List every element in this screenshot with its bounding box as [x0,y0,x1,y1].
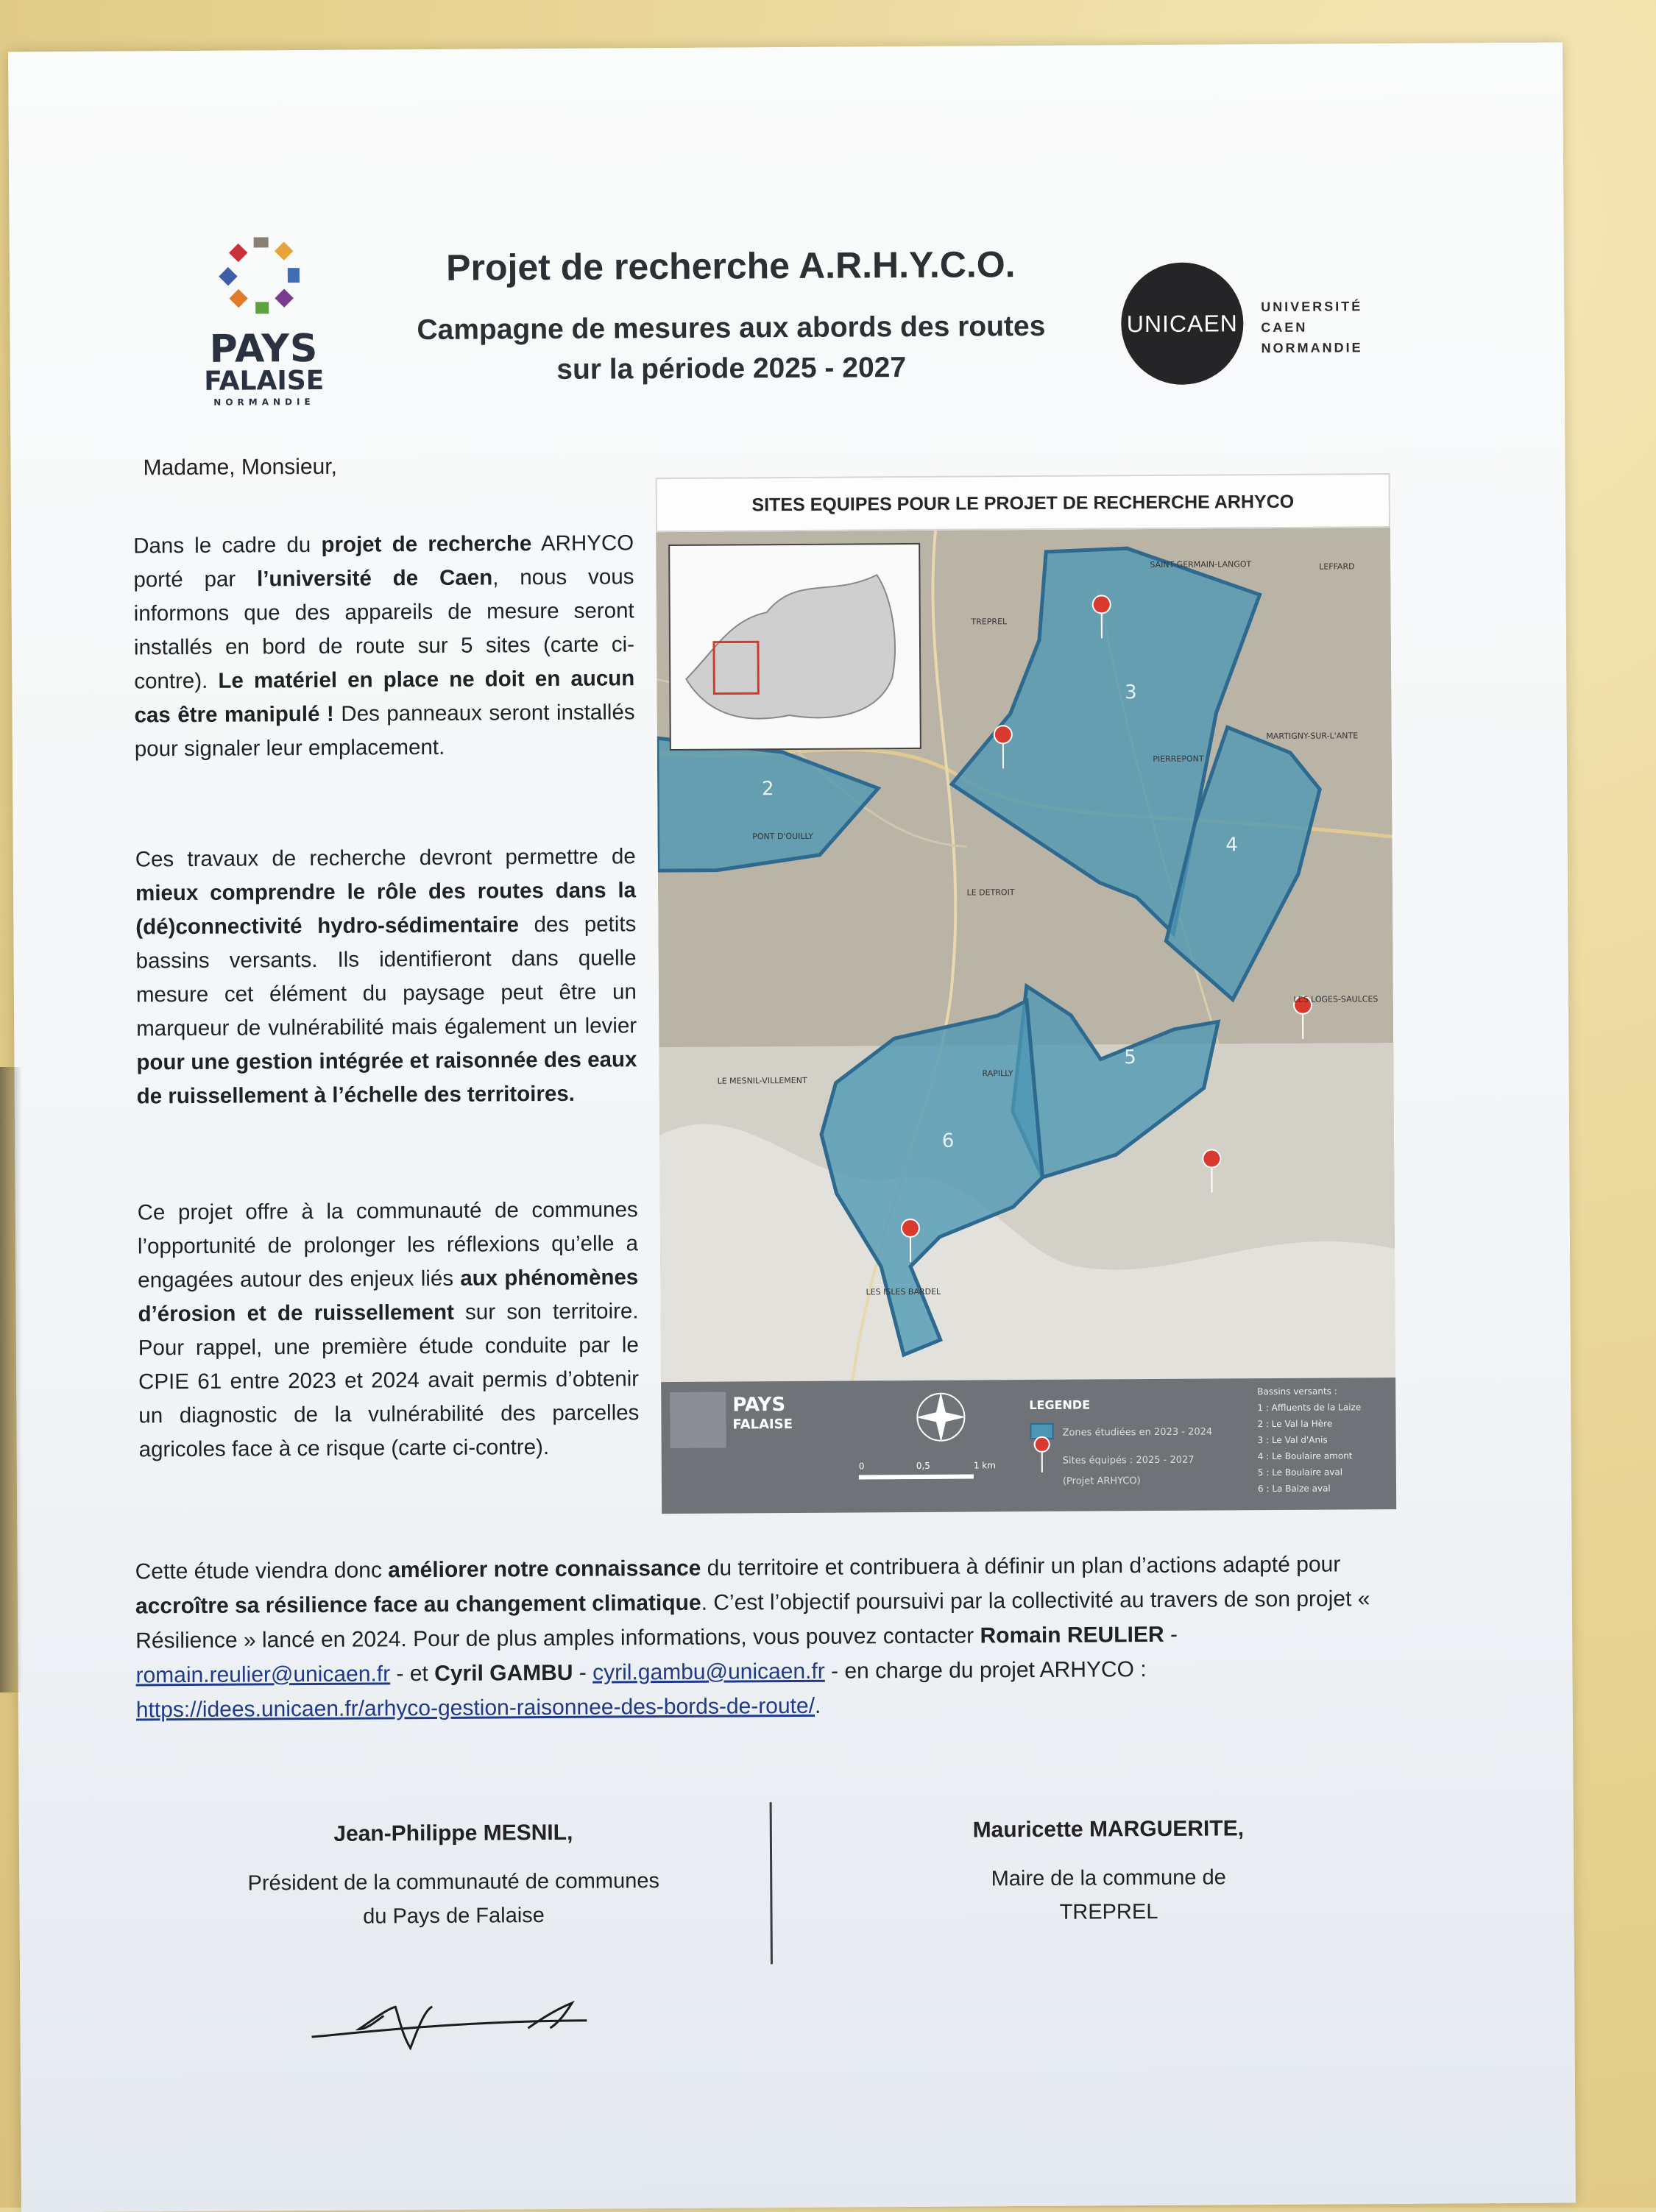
place-label: SAINT-GERMAIN-LANGOT [1150,559,1252,570]
place-label: LE DETROIT [966,887,1015,898]
signer-role-right-2: TREPREL [1059,1899,1158,1924]
place-label: TREPREL [971,617,1008,627]
header-title-block [326,242,1136,391]
legend-bv-1: 1 : Affluents de la Laize [1257,1402,1362,1414]
place-label: LES ISLES BARDEL [866,1286,941,1297]
legend-bv-4: 4 : Le Boulaire amont [1257,1450,1353,1462]
legend-bv-3: 3 : Le Val d'Anis [1257,1434,1328,1446]
unicaen-logo [1121,261,1431,389]
legend-logo-text-2: FALAISE [732,1417,793,1433]
paragraph-1: Dans le cadre du projet de recherche ARHYCO porté par l’université de Caen, nous vous informons que des appareils de mesure seront installés en bord de route sur 5 sites (carte ci-contre). Le matériel en place ne doit en aucun cas être manipulé ! Des panneaux seront installés pour signaler leur emplacement. [133,531,635,762]
signature-divider [770,1802,773,1964]
paragraph-3: Ce projet offre à la communauté de communes l’opportunité de prolonger les réflexions qu’elle a engagées autour des enjeux liés aux phénomènes d’érosion et de ruissellement sur son territoire. Pour rappel, une première étude conduite par le CPIE 61 entre 2023 et 2024 avait permis d’obtenir un diagnostic de la vulnérabilité des parcelles agricoles face à ce risque (carte ci-contre). [137,1197,640,1462]
legend-bv-title: Bassins versants : [1257,1386,1337,1397]
project-url-link[interactable]: https://idees.unicaen.fr/arhyco-gestion-raisonnee-des-bords-de-route/ [135,1693,815,1723]
place-label: PIERREPONT [1153,754,1204,764]
map-area [656,528,1395,1382]
subtitle-line-1: Campagne de mesures aux abords des routes [417,310,1046,347]
place-label: MARTIGNY-SUR-L'ANTE [1266,731,1359,742]
legend-bv-6: 6 : La Baize aval [1257,1483,1331,1495]
scale-05: 0,5 [916,1460,930,1471]
unicaen-mark: UNICAEN [1121,262,1244,385]
scale-0: 0 [858,1461,865,1472]
legend-item-sites-b: (Projet ARHYCO) [1062,1475,1141,1487]
arhyco-sites-map [656,473,1397,1514]
logo-dots-icon [186,234,342,330]
signer-name-right: Mauricette MARGUERITE, [972,1816,1245,1843]
salutation: Madame, Monsieur, [143,454,338,481]
legend-item-zones: Zones étudiées en 2023 - 2024 [1062,1426,1213,1439]
signer-role-left-1: Président de la communauté de communes [247,1869,660,1896]
signer-name-left: Jean-Philippe MESNIL, [333,1820,573,1846]
signature-left [188,1820,719,1935]
zone-label: 4 [1225,834,1239,857]
paragraph-4: Cette étude viendra donc améliorer notre connaissance du territoire et contribuera à définir un plan d’actions adapté pour accroître sa résilience face au changement climatique. C’est l’objectif poursuivi par la collectivité au travers de son projet « Résilience » lancé en 2024. Pour de plus amples informations, vous pouvez contacter Romain REULIER - romain.reulier@unicaen.fr - et Cyril GAMBU - cyril.gambu@unicaen.fr - en charge du projet ARHYCO : https://idees.unicaen.fr/arhyco-gestion-raisonnee-des-bords-de-route/. [135,1552,1370,1723]
email-link-gambu[interactable]: cyril.gambu@unicaen.fr [592,1659,825,1685]
handwritten-signature [307,1977,602,2052]
shadow-edge [0,1067,22,1692]
zone-label: 6 [941,1130,955,1152]
page-title: Projet de recherche A.R.H.Y.C.O. [445,244,1016,288]
logo-text-pays: PAYS [209,326,319,372]
unicaen-line-2: CAEN [1261,319,1308,335]
map-legend [661,1378,1396,1514]
place-label: PONT D'OUILLY [752,831,813,842]
subtitle-line-2: sur la période 2025 - 2027 [556,352,907,386]
zone-label: 3 [1125,681,1137,704]
signer-role-left-2: du Pays de Falaise [363,1904,545,1929]
paragraph-2: Ces travaux de recherche devront permettre de mieux comprendre le rôle des routes dans la (dé)connectivité hydro-sédimentaire des petits bassins versants. Ils identifieront dans quelle mesure cet élément du paysage peut être un marqueur de vulnérabilité mais également un levier pour une gestion intégrée et raisonnée des eaux de ruissellement à l’échelle des territoires. [135,844,637,1109]
legend-logo-text: PAYS [732,1394,786,1417]
zone-label: 2 [761,778,774,801]
unicaen-line-1: UNIVERSITÉ [1261,299,1363,315]
signature-right [880,1815,1337,1930]
legend-title: LEGENDE [1029,1397,1091,1413]
place-label: LE MESNIL-VILLEMENT [717,1075,807,1086]
map-title: SITES EQUIPES POUR LE PROJET DE RECHERCHE ARHYCO [656,473,1390,532]
place-label: LEFFARD [1319,561,1355,572]
logo-text-normandie: NORMANDIE [213,396,315,408]
unicaen-line-3: NORMANDIE [1261,340,1363,355]
email-link-reulier[interactable]: romain.reulier@unicaen.fr [135,1662,391,1688]
scale-1km: 1 km [973,1460,996,1471]
legend-bv-5: 5 : Le Boulaire aval [1257,1467,1343,1478]
pays-de-falaise-logo [186,234,342,411]
legend-item-sites: Sites équipés : 2025 - 2027 [1062,1454,1195,1467]
legend-marker-icon [1035,1437,1050,1472]
logo-text-falaise: FALAISE [204,365,325,397]
zone-label: 5 [1124,1046,1136,1069]
place-label: LES LOGES-SAULCES [1293,994,1379,1004]
signer-role-right-1: Maire de la commune de [991,1865,1226,1891]
letter-sheet [8,43,1576,2212]
place-label: RAPILLY [982,1068,1013,1079]
legend-bv-2: 2 : Le Val la Hère [1257,1418,1333,1430]
